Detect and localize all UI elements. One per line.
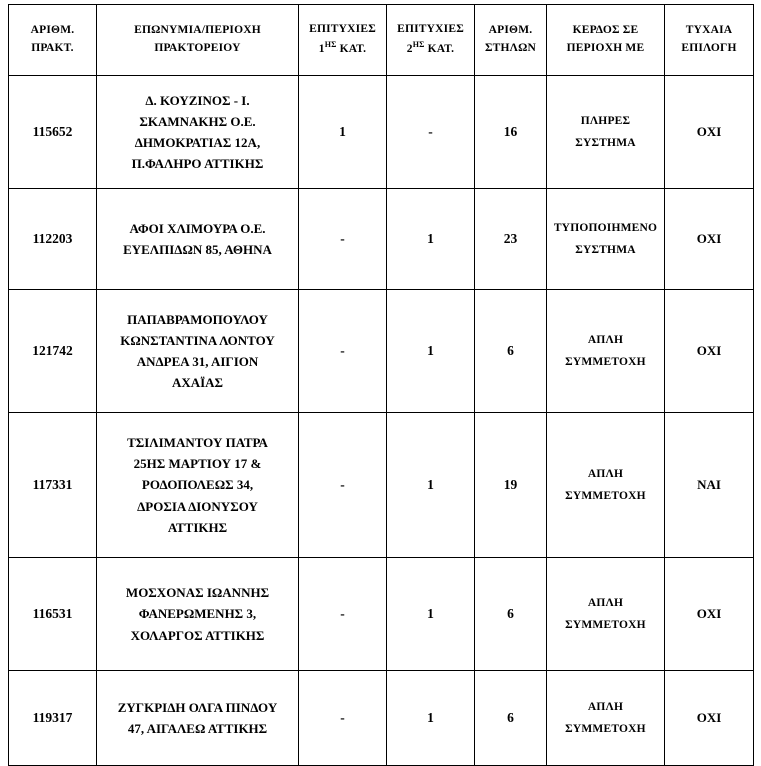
cell-profit-area xyxy=(547,290,665,413)
cell-wins-first: - xyxy=(299,290,387,413)
cell-wins-first: - xyxy=(299,558,387,671)
cell-random-selection: ΟΧΙ xyxy=(665,671,754,766)
cell-agent-name xyxy=(97,290,299,413)
table-row xyxy=(9,558,754,671)
cell-random-selection: ΟΧΙ xyxy=(665,558,754,671)
column-header-agent-code xyxy=(9,5,97,76)
profit-line: ΣΥΜΜΕΤΟΧΗ xyxy=(565,356,646,368)
name-line: ΦΑΝΕΡΩΜΕΝΗΣ 3, xyxy=(138,606,257,622)
cell-random-selection: ΟΧΙ xyxy=(665,76,754,189)
header-row xyxy=(9,5,754,76)
cell-agent-code: 112203 xyxy=(9,189,97,290)
header-line: ΕΠΙΤΥΧΙΕΣ xyxy=(397,23,464,36)
header-line: ΑΡΙΘΜ. xyxy=(30,24,75,37)
profit-line: ΣΥΜΜΕΤΟΧΗ xyxy=(565,490,646,502)
table-body xyxy=(9,76,754,766)
cell-wins-first: - xyxy=(299,189,387,290)
table-row xyxy=(9,413,754,558)
cell-profit-area xyxy=(547,76,665,189)
column-header-columns-count xyxy=(475,5,547,76)
cell-agent-name xyxy=(97,189,299,290)
cell-profit-area xyxy=(547,413,665,558)
profit-line: ΑΠΛΗ xyxy=(587,596,624,609)
table-row xyxy=(9,76,754,189)
header-line: ΚΑΤ. xyxy=(336,42,367,55)
cell-profit-area xyxy=(547,558,665,671)
cell-agent-code: 116531 xyxy=(9,558,97,671)
cell-profit-area xyxy=(547,189,665,290)
profit-line: ΣΥΜΜΕΤΟΧΗ xyxy=(565,619,646,631)
profit-line: ΑΠΛΗ xyxy=(587,333,624,346)
table-row xyxy=(9,189,754,290)
header-sup: ΗΣ xyxy=(412,40,425,50)
cell-wins-second: 1 xyxy=(387,671,475,766)
name-line: ΖΥΓΚΡΙΔΗ ΟΛΓΑ ΠΙΝΔΟΥ xyxy=(117,699,278,715)
cell-agent-name xyxy=(97,413,299,558)
cell-agent-code: 115652 xyxy=(9,76,97,189)
profit-line: ΣΥΣΤΗΜΑ xyxy=(575,137,636,149)
cell-wins-second: - xyxy=(387,76,475,189)
header-line: ΠΕΡΙΟΧΗ ΜΕ xyxy=(566,42,645,54)
cell-random-selection: ΝΑΙ xyxy=(665,413,754,558)
header-line: ΕΠΩΝΥΜΙΑ/ΠΕΡΙΟΧΗ xyxy=(134,24,261,37)
profit-line: ΑΠΛΗ xyxy=(587,700,624,713)
name-line: ΧΟΛΑΡΓΟΣ ΑΤΤΙΚΗΣ xyxy=(130,627,265,643)
header-line: 1 xyxy=(318,42,325,55)
cell-wins-first: - xyxy=(299,413,387,558)
cell-columns: 23 xyxy=(475,189,547,290)
header-line: ΣΤΗΛΩΝ xyxy=(484,42,537,54)
header-line: ΑΡΙΘΜ. xyxy=(488,24,533,37)
name-line: 25ΗΣ ΜΑΡΤΙΟΥ 17 & xyxy=(133,456,262,472)
cell-wins-second: 1 xyxy=(387,558,475,671)
name-line: ΚΩΝΣΤΑΝΤΙΝΑ ΛΟΝΤΟΥ xyxy=(120,332,275,348)
header-sup: ΗΣ xyxy=(324,40,337,50)
cell-profit-area xyxy=(547,671,665,766)
column-header-wins-first-category xyxy=(299,5,387,76)
profit-line: ΣΥΜΜΕΤΟΧΗ xyxy=(565,723,646,735)
table-row xyxy=(9,671,754,766)
agents-table xyxy=(8,4,754,766)
cell-random-selection: ΟΧΙ xyxy=(665,189,754,290)
cell-agent-name xyxy=(97,76,299,189)
cell-wins-second: 1 xyxy=(387,290,475,413)
cell-agent-code: 117331 xyxy=(9,413,97,558)
cell-random-selection: ΟΧΙ xyxy=(665,290,754,413)
cell-columns: 19 xyxy=(475,413,547,558)
cell-wins-first: - xyxy=(299,671,387,766)
column-header-profit-area xyxy=(547,5,665,76)
cell-wins-first: 1 xyxy=(299,76,387,189)
name-line: 47, ΑΙΓΑΛΕΩ ΑΤΤΙΚΗΣ xyxy=(127,721,268,736)
name-line: ΤΣΙΛΙΜΑΝΤΟΥ ΠΑΤΡΑ xyxy=(127,435,268,451)
name-line: ΑΧΑΪΑΣ xyxy=(171,375,224,391)
header-line: 2 xyxy=(406,42,413,55)
header-line: ΠΡΑΚΤ. xyxy=(31,42,74,54)
name-line: ΑΝΔΡΕΑ 31, ΑΙΓΙΟΝ xyxy=(136,354,259,369)
header-line: ΠΡΑΚΤΟΡΕΙΟΥ xyxy=(154,42,241,54)
cell-columns: 6 xyxy=(475,671,547,766)
profit-line: ΑΠΛΗ xyxy=(587,467,624,480)
name-line: ΠΑΠΑΒΡΑΜΟΠΟΥΛΟΥ xyxy=(127,311,268,327)
cell-columns: 16 xyxy=(475,76,547,189)
cell-agent-code: 119317 xyxy=(9,671,97,766)
cell-wins-second: 1 xyxy=(387,189,475,290)
name-line: ΕΥΕΛΠΙΔΩΝ 85, ΑΘΗΝΑ xyxy=(123,242,272,257)
header-line: ΕΠΙΤΥΧΙΕΣ xyxy=(309,23,376,36)
column-header-wins-second-category xyxy=(387,5,475,76)
column-header-agent-name xyxy=(97,5,299,76)
profit-line: ΣΥΣΤΗΜΑ xyxy=(575,244,636,256)
table-header xyxy=(9,5,754,76)
name-line: ΜΟΣΧΟΝΑΣ ΙΩΑΝΝΗΣ xyxy=(125,585,270,601)
cell-agent-name xyxy=(97,671,299,766)
table-row xyxy=(9,290,754,413)
name-line: ΑΤΤΙΚΗΣ xyxy=(167,519,228,535)
name-line: ΣΚΑΜΝΑΚΗΣ Ο.Ε. xyxy=(139,113,256,129)
cell-columns: 6 xyxy=(475,558,547,671)
cell-agent-name xyxy=(97,558,299,671)
header-line: ΤΥΧΑΙΑ xyxy=(685,24,733,37)
name-line: ΑΦΟΙ ΧΛΙΜΟΥΡΑ Ο.Ε. xyxy=(129,220,266,236)
cell-agent-code: 121742 xyxy=(9,290,97,413)
header-line: ΚΕΡΔΟΣ ΣΕ xyxy=(572,24,639,37)
column-header-random-selection xyxy=(665,5,754,76)
name-line: Π.ΦΑΛΗΡΟ ΑΤΤΙΚΗΣ xyxy=(131,156,264,172)
name-line: ΡΟΔΟΠΟΛΕΩΣ 34, xyxy=(141,477,254,493)
name-line: Δ. ΚΟΥΖΙΝΟΣ - Ι. xyxy=(145,92,250,108)
header-line: ΚΑΤ. xyxy=(424,42,455,55)
cell-columns: 6 xyxy=(475,290,547,413)
profit-line: ΤΥΠΟΠΟΙΗΜΕΝΟ xyxy=(553,221,658,234)
header-line: ΕΠΙΛΟΓΗ xyxy=(681,42,737,54)
name-line: ΔΗΜΟΚΡΑΤΙΑΣ 12Α, xyxy=(134,135,261,150)
cell-wins-second: 1 xyxy=(387,413,475,558)
name-line: ΔΡΟΣΙΑ ΔΙΟΝΥΣΟΥ xyxy=(137,498,258,514)
profit-line: ΠΛΗΡΕΣ xyxy=(580,114,631,127)
